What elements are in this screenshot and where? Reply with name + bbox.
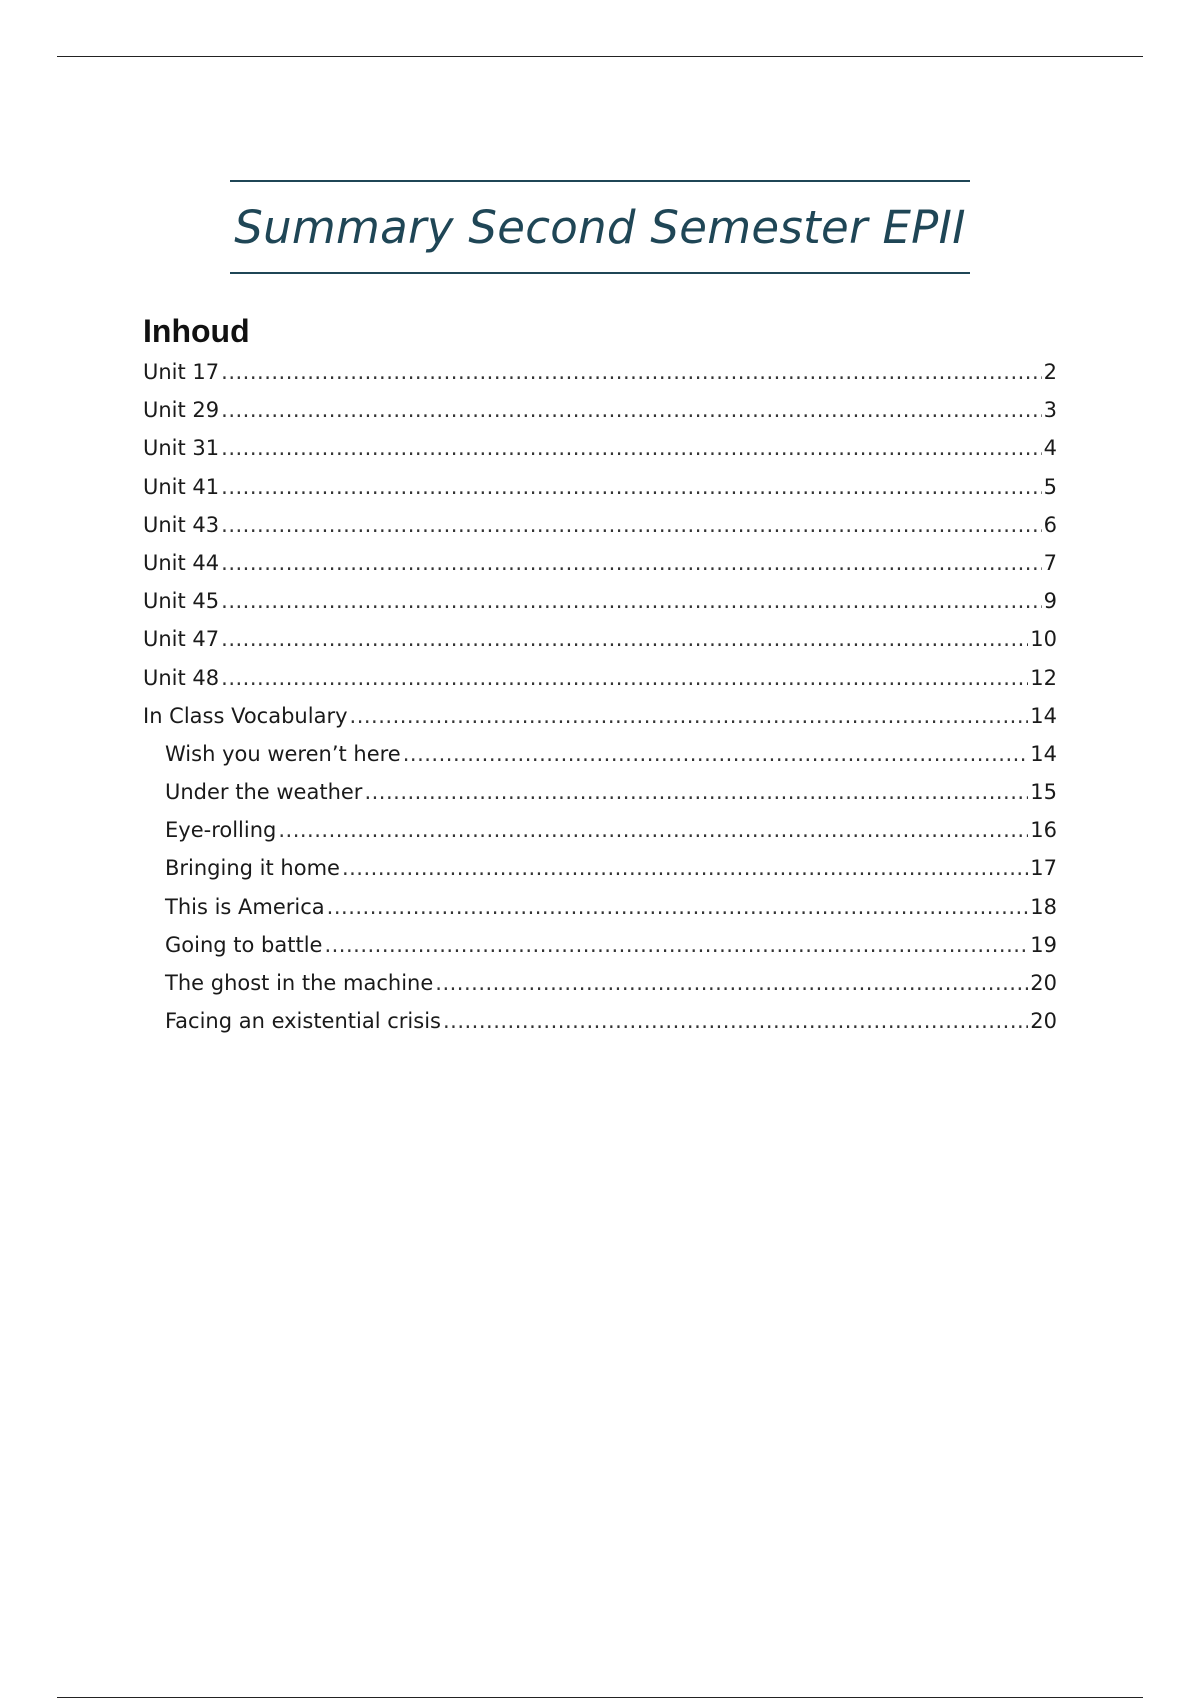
toc-entry-label: Unit 31 — [143, 436, 220, 461]
toc-entry-label: Unit 29 — [143, 398, 220, 423]
toc-dot-leader — [221, 627, 1028, 651]
toc-dot-leader — [435, 971, 1028, 995]
toc-dot-leader — [221, 436, 1041, 460]
toc-entry[interactable] — [143, 360, 1057, 398]
toc-dot-leader — [327, 895, 1029, 919]
toc-subentry[interactable] — [143, 971, 1057, 1009]
toc-entry-page: 20 — [1030, 1009, 1057, 1034]
toc-dot-leader — [221, 360, 1041, 384]
toc-entry[interactable] — [143, 513, 1057, 551]
toc-entry[interactable] — [143, 551, 1057, 589]
toc-entry[interactable] — [143, 704, 1057, 742]
toc-entry-page: 7 — [1043, 550, 1057, 575]
table-of-contents — [143, 360, 1057, 1047]
toc-entry-label: Unit 47 — [143, 627, 220, 652]
toc-dot-leader — [221, 513, 1041, 537]
toc-entry-page: 12 — [1030, 665, 1057, 690]
toc-entry[interactable] — [143, 589, 1057, 627]
toc-dot-leader — [221, 589, 1041, 613]
toc-entry-page: 14 — [1030, 703, 1057, 728]
toc-entry[interactable] — [143, 436, 1057, 474]
toc-entry-page: 6 — [1043, 512, 1057, 537]
toc-entry-label: The ghost in the machine — [165, 971, 434, 995]
toc-dot-leader — [364, 780, 1028, 804]
toc-entry-label: Unit 44 — [143, 550, 220, 575]
page-footer-rule — [57, 1697, 1143, 1698]
toc-entry-page: 20 — [1030, 971, 1057, 995]
page-header-rule — [57, 56, 1143, 57]
toc-entry-label: Unit 48 — [143, 665, 220, 690]
toc-entry-page: 14 — [1030, 741, 1057, 766]
toc-entry[interactable] — [143, 627, 1057, 665]
toc-entry-page: 9 — [1043, 589, 1057, 614]
toc-entry-page: 2 — [1043, 360, 1057, 384]
toc-dot-leader — [221, 666, 1028, 690]
toc-entry-label: Wish you weren’t here — [165, 741, 401, 766]
toc-entry-label: Facing an existential crisis — [165, 1009, 441, 1034]
toc-dot-leader — [350, 704, 1029, 728]
toc-entry-page: 16 — [1030, 818, 1057, 843]
toc-dot-leader — [221, 475, 1041, 499]
toc-dot-leader — [403, 742, 1029, 766]
toc-heading: Inhoud — [143, 313, 250, 349]
toc-dot-leader — [221, 398, 1041, 422]
toc-entry-label: Unit 45 — [143, 589, 220, 614]
toc-subentry[interactable] — [143, 933, 1057, 971]
toc-subentry[interactable] — [143, 780, 1057, 818]
toc-entry[interactable] — [143, 398, 1057, 436]
toc-entry-page: 19 — [1030, 932, 1057, 957]
toc-subentry[interactable] — [143, 742, 1057, 780]
toc-entry-label: Under the weather — [165, 780, 363, 805]
toc-entry-page: 3 — [1043, 398, 1057, 423]
toc-entry-label: This is America — [165, 894, 325, 919]
toc-entry-page: 18 — [1030, 894, 1057, 919]
toc-dot-leader — [278, 818, 1028, 842]
toc-entry-page: 10 — [1030, 627, 1057, 652]
toc-entry-label: Unit 17 — [143, 360, 220, 384]
toc-entry-page: 5 — [1043, 474, 1057, 499]
toc-entry-page: 17 — [1030, 856, 1057, 881]
toc-entry-label: Unit 43 — [143, 512, 220, 537]
toc-subentry[interactable] — [143, 1009, 1057, 1047]
toc-entry-page: 4 — [1043, 436, 1057, 461]
toc-dot-leader — [443, 1009, 1028, 1033]
toc-entry-label: In Class Vocabulary — [143, 703, 348, 728]
toc-subentry[interactable] — [143, 856, 1057, 894]
toc-dot-leader — [221, 551, 1041, 575]
toc-entry-page: 15 — [1030, 780, 1057, 805]
toc-subentry[interactable] — [143, 818, 1057, 856]
toc-entry-label: Unit 41 — [143, 474, 220, 499]
document-title: Summary Second Semester EPII — [234, 200, 966, 254]
toc-dot-leader — [342, 856, 1028, 880]
title-block — [230, 180, 970, 274]
toc-entry-label: Bringing it home — [165, 856, 340, 881]
toc-subentry[interactable] — [143, 895, 1057, 933]
toc-entry[interactable] — [143, 475, 1057, 513]
toc-entry-label: Eye-rolling — [165, 818, 277, 843]
toc-entry-label: Going to battle — [165, 932, 323, 957]
toc-dot-leader — [324, 933, 1028, 957]
toc-entry[interactable] — [143, 666, 1057, 704]
